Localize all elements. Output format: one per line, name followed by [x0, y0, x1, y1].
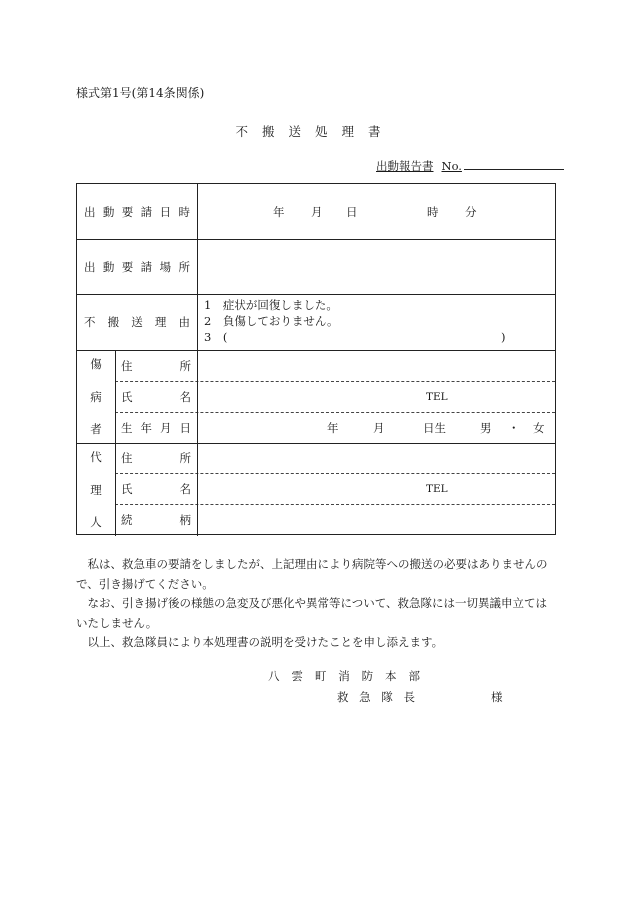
reason-option-3[interactable]: 3 ( ) [204, 330, 506, 344]
sex-female-option[interactable]: 女 [533, 420, 545, 435]
agent-group-label: 代 理 人 [90, 450, 102, 529]
patient-tel-label: TEL [426, 390, 448, 403]
reason-label: 不 搬 送 理 由 [84, 315, 190, 329]
document-title: 不搬送処理書 [235, 124, 395, 139]
dob-day-unit: 日生 [423, 420, 446, 435]
day-unit: 日 [346, 204, 358, 219]
report-label: 出動報告書 [376, 159, 434, 173]
patient-address-label: 住 所 [121, 358, 191, 373]
dob-year-unit: 年 [327, 420, 339, 435]
reason-option-1[interactable]: 1 症状が回復しました。 [204, 298, 338, 312]
report-number [376, 158, 564, 174]
minute-unit: 分 [465, 204, 477, 219]
month-unit: 月 [311, 204, 323, 219]
request-place-field[interactable] [198, 239, 556, 294]
statement [76, 555, 556, 653]
agent-address-field[interactable] [198, 443, 556, 473]
patient-name-label: 氏 名 [121, 389, 191, 404]
patient-group-label: 傷 病 者 [90, 357, 102, 436]
hour-unit: 時 [427, 204, 439, 219]
request-place-label: 出 動 要 請 場 所 [84, 259, 190, 274]
patient-name-field[interactable] [198, 381, 556, 412]
report-no-label: No. [441, 159, 462, 173]
agent-name-field[interactable] [198, 473, 556, 504]
patient-dob-label: 生 年 月 日 [121, 420, 191, 435]
patient-address-field[interactable] [198, 350, 556, 381]
sex-male-option[interactable]: 男 [480, 420, 492, 435]
year-unit: 年 [273, 204, 285, 219]
statement-paragraph-3: 以上、救急隊員により本処理書の説明を受けたことを申し添えます。 [87, 635, 444, 649]
agent-relation-label: 続 柄 [121, 512, 191, 527]
sex-separator: ・ [508, 420, 520, 435]
statement-paragraph-1: 私は、救急車の要請をしましたが、上記理由により病院等への搬送の必要はありませんので、引き揚げてください。 [76, 557, 548, 591]
reason-option-2[interactable]: 2 負傷しておりません。 [204, 314, 339, 328]
request-datetime-label: 出 動 要 請 日 時 [84, 204, 190, 219]
signature-honorific: 様 [491, 690, 503, 704]
agent-tel-label: TEL [426, 482, 448, 495]
request-datetime-field[interactable] [198, 184, 556, 239]
reason-options [204, 297, 554, 345]
form-code: 様式第1号(第14条関係) [76, 86, 205, 100]
dob-month-unit: 月 [373, 420, 385, 435]
form-table [76, 183, 556, 535]
statement-paragraph-2: なお、引き揚げ後の様態の急変及び悪化や異常等について、救急隊には一切異議申立てはいたしません。 [76, 596, 548, 630]
patient-dob-field[interactable] [198, 412, 556, 443]
agent-name-label: 氏 名 [121, 481, 191, 496]
agent-address-label: 住 所 [121, 451, 191, 465]
report-no-field[interactable] [464, 169, 564, 170]
signature-org: 八 雲 町 消 防 本 部 [268, 669, 420, 683]
agent-relation-field[interactable] [198, 504, 556, 535]
signature-role: 救 急 隊 長 [337, 690, 415, 704]
